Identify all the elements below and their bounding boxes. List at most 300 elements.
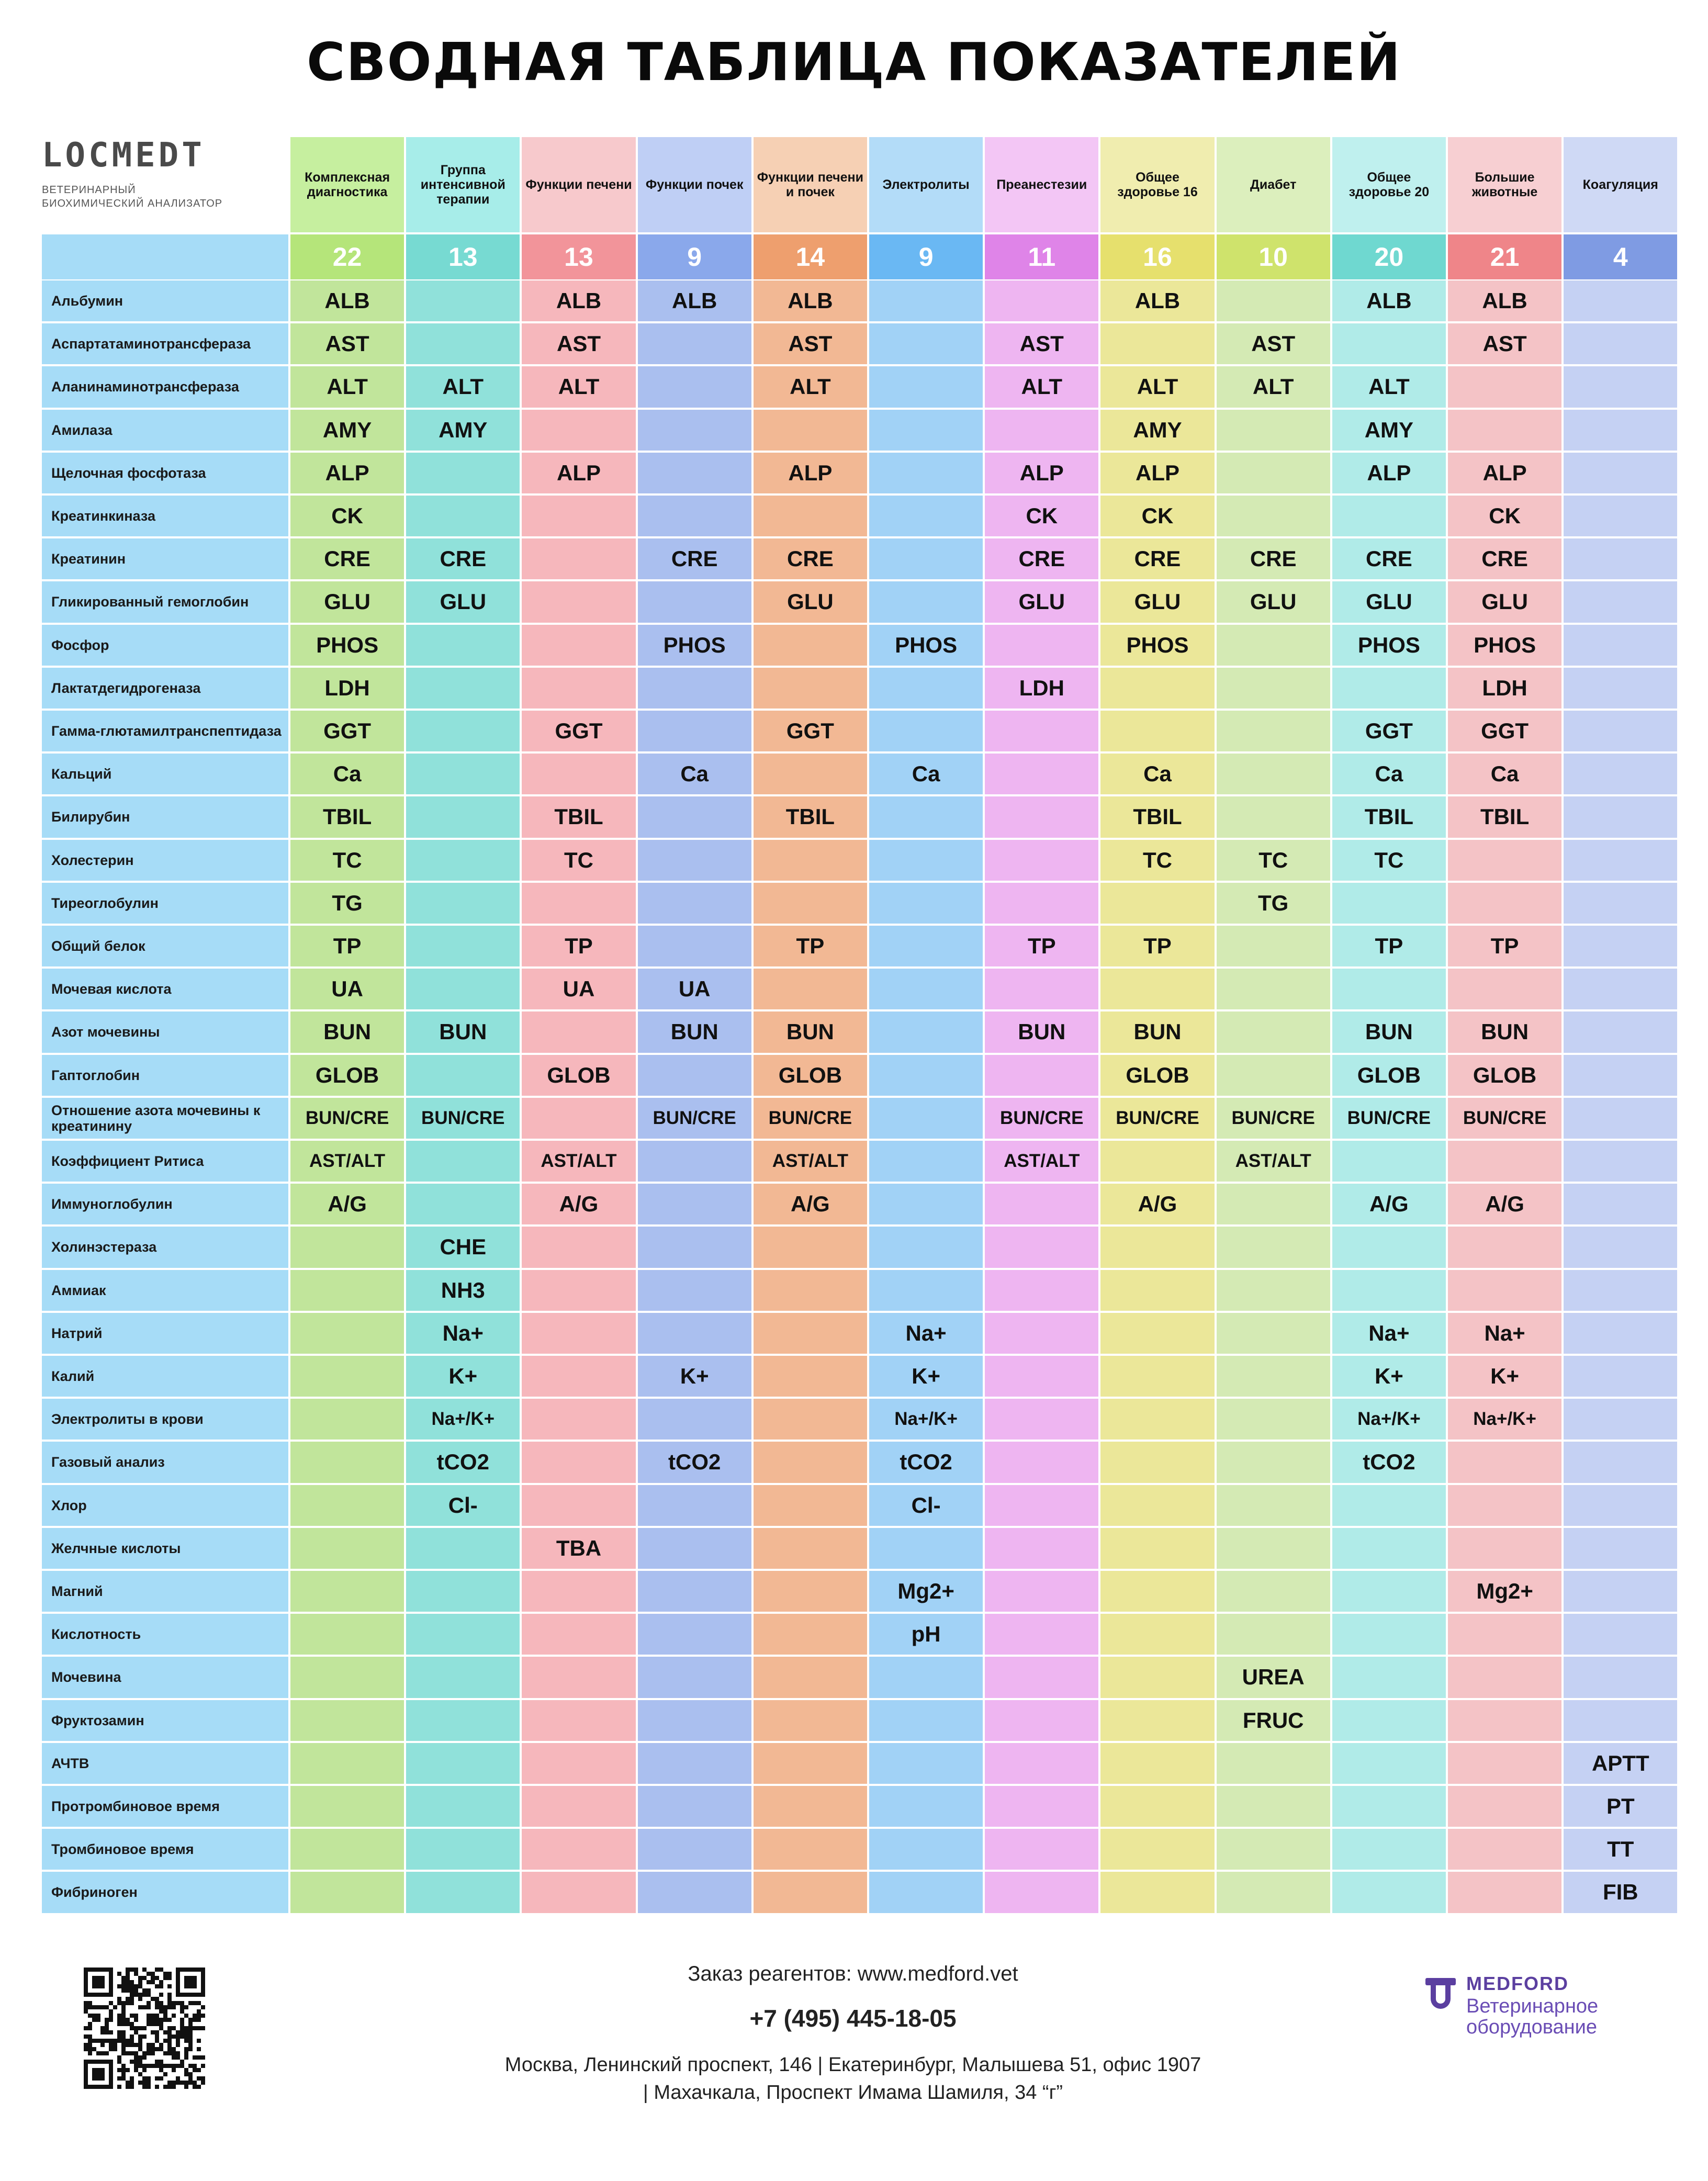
table-cell bbox=[1564, 1485, 1677, 1526]
table-cell: AMY bbox=[406, 410, 520, 451]
table-cell bbox=[406, 926, 520, 966]
logo-brand: LOCMEDT bbox=[42, 136, 205, 175]
row-label: Тиреоглобулин bbox=[42, 883, 288, 924]
table-cell bbox=[1100, 1485, 1214, 1526]
table-cell bbox=[1564, 754, 1677, 794]
table-cell bbox=[638, 581, 751, 622]
table-cell bbox=[1564, 496, 1677, 536]
row-label: Мочевая кислота bbox=[42, 969, 288, 1009]
table-cell bbox=[638, 796, 751, 837]
table-cell bbox=[1332, 1270, 1446, 1311]
order-reagents-text: Заказ реагентов: www.medford.vet bbox=[688, 1962, 1018, 1985]
table-cell: BUN bbox=[1332, 1011, 1446, 1052]
table-cell bbox=[1564, 1528, 1677, 1569]
table-cell bbox=[1100, 1270, 1214, 1311]
table-cell bbox=[869, 581, 983, 622]
table-cell: BUN bbox=[638, 1011, 751, 1052]
table-cell: TBIL bbox=[1100, 796, 1214, 837]
table-cell bbox=[1564, 1313, 1677, 1354]
table-cell: CRE bbox=[1332, 538, 1446, 579]
table-cell bbox=[638, 1743, 751, 1784]
table-cell: pH bbox=[869, 1614, 983, 1655]
column-header: Комплексная диагностика bbox=[290, 137, 404, 232]
table-cell: Na+ bbox=[406, 1313, 520, 1354]
table-cell bbox=[1564, 625, 1677, 666]
table-cell: CRE bbox=[290, 538, 404, 579]
table-cell bbox=[1332, 1872, 1446, 1913]
table-cell: ALB bbox=[638, 280, 751, 321]
table-cell bbox=[1100, 323, 1214, 364]
table-cell bbox=[754, 1657, 867, 1697]
table-cell: TP bbox=[290, 926, 404, 966]
table-cell: AST/ALT bbox=[985, 1141, 1098, 1182]
table-cell: A/G bbox=[1332, 1184, 1446, 1224]
table-cell bbox=[869, 1743, 983, 1784]
table-cell bbox=[290, 1700, 404, 1741]
row-label: Гликированный гемоглобин bbox=[42, 581, 288, 622]
table-cell: ALT bbox=[1100, 366, 1214, 407]
table-cell: GLOB bbox=[1448, 1055, 1561, 1096]
table-cell: TP bbox=[985, 926, 1098, 966]
table-cell bbox=[406, 1614, 520, 1655]
table-cell bbox=[1100, 1700, 1214, 1741]
row-label: Амилаза bbox=[42, 410, 288, 451]
table-cell: Na+ bbox=[1448, 1313, 1561, 1354]
table-cell bbox=[406, 1657, 520, 1697]
table-cell bbox=[522, 883, 635, 924]
table-cell: Na+/K+ bbox=[1332, 1399, 1446, 1440]
table-cell bbox=[406, 1184, 520, 1224]
column-count: 4 bbox=[1564, 234, 1677, 279]
table-cell: ALB bbox=[290, 280, 404, 321]
table-cell: BUN bbox=[1448, 1011, 1561, 1052]
table-cell bbox=[1564, 840, 1677, 881]
table-cell: UA bbox=[290, 969, 404, 1009]
table-cell bbox=[1217, 453, 1330, 493]
table-cell bbox=[869, 538, 983, 579]
table-cell bbox=[1564, 1614, 1677, 1655]
table-cell bbox=[1448, 1657, 1561, 1697]
row-label: Мочевина bbox=[42, 1657, 288, 1697]
table-cell: GLU bbox=[1100, 581, 1214, 622]
table-cell bbox=[1332, 969, 1446, 1009]
table-cell: TBIL bbox=[522, 796, 635, 837]
table-cell bbox=[638, 1614, 751, 1655]
table-cell bbox=[522, 1829, 635, 1870]
table-cell bbox=[1564, 1098, 1677, 1139]
table-cell: LDH bbox=[985, 668, 1098, 709]
table-cell bbox=[1217, 496, 1330, 536]
table-cell bbox=[522, 1872, 635, 1913]
table-cell: ALP bbox=[522, 453, 635, 493]
table-cell: Ca bbox=[638, 754, 751, 794]
table-cell bbox=[290, 1528, 404, 1569]
table-cell: ALB bbox=[754, 280, 867, 321]
table-cell bbox=[1100, 1614, 1214, 1655]
table-cell bbox=[522, 581, 635, 622]
table-cell bbox=[1217, 926, 1330, 966]
table-cell bbox=[869, 1786, 983, 1827]
column-count: 22 bbox=[290, 234, 404, 279]
column-count: 11 bbox=[985, 234, 1098, 279]
table-cell bbox=[1448, 883, 1561, 924]
table-cell bbox=[638, 410, 751, 451]
table-cell bbox=[1217, 1614, 1330, 1655]
table-cell bbox=[522, 1098, 635, 1139]
table-cell: ALT bbox=[985, 366, 1098, 407]
table-cell: Mg2+ bbox=[1448, 1571, 1561, 1612]
table-cell bbox=[1217, 1356, 1330, 1397]
table-cell: TC bbox=[1100, 840, 1214, 881]
table-cell bbox=[754, 883, 867, 924]
table-cell bbox=[985, 1872, 1098, 1913]
table-cell: GGT bbox=[1332, 711, 1446, 751]
table-cell: Na+/K+ bbox=[406, 1399, 520, 1440]
column-header: Диабет bbox=[1217, 137, 1330, 232]
table-cell bbox=[1564, 1184, 1677, 1224]
table-cell: TP bbox=[522, 926, 635, 966]
table-cell: ALB bbox=[1100, 280, 1214, 321]
table-cell bbox=[406, 1700, 520, 1741]
table-cell bbox=[406, 1055, 520, 1096]
table-cell: CK bbox=[290, 496, 404, 536]
row-label: Креатинин bbox=[42, 538, 288, 579]
phone-number: +7 (495) 445-18-05 bbox=[749, 2005, 957, 2032]
table-cell bbox=[985, 1184, 1098, 1224]
table-cell: K+ bbox=[1448, 1356, 1561, 1397]
table-cell: K+ bbox=[1332, 1356, 1446, 1397]
table-cell bbox=[406, 1743, 520, 1784]
table-cell: BUN/CRE bbox=[406, 1098, 520, 1139]
table-cell bbox=[1217, 1011, 1330, 1052]
table-cell bbox=[1217, 1055, 1330, 1096]
table-cell bbox=[1448, 1442, 1561, 1482]
table-cell bbox=[1100, 1442, 1214, 1482]
table-cell bbox=[522, 538, 635, 579]
table-cell bbox=[754, 1442, 867, 1482]
table-cell bbox=[985, 1571, 1098, 1612]
table-cell bbox=[1564, 1141, 1677, 1182]
table-cell bbox=[1217, 1829, 1330, 1870]
table-cell bbox=[1448, 1700, 1561, 1741]
table-cell bbox=[1564, 323, 1677, 364]
table-cell bbox=[754, 1270, 867, 1311]
table-cell bbox=[1564, 1227, 1677, 1267]
row-label: Иммуноглобулин bbox=[42, 1184, 288, 1224]
table-cell: PT bbox=[1564, 1786, 1677, 1827]
table-cell: Mg2+ bbox=[869, 1571, 983, 1612]
row-label: Холестерин bbox=[42, 840, 288, 881]
table-cell bbox=[1217, 796, 1330, 837]
table-cell: AMY bbox=[1100, 410, 1214, 451]
row-label: Кислотность bbox=[42, 1614, 288, 1655]
table-cell: ALT bbox=[1332, 366, 1446, 407]
row-label: Коэффициент Ритиса bbox=[42, 1141, 288, 1182]
table-cell bbox=[754, 1313, 867, 1354]
table-cell bbox=[290, 1743, 404, 1784]
table-cell: PHOS bbox=[1332, 625, 1446, 666]
table-cell: A/G bbox=[522, 1184, 635, 1224]
table-cell bbox=[406, 883, 520, 924]
column-count: 14 bbox=[754, 234, 867, 279]
row-label: Аммиак bbox=[42, 1270, 288, 1311]
table-cell bbox=[406, 1829, 520, 1870]
table-cell bbox=[290, 1829, 404, 1870]
table-cell: AST bbox=[985, 323, 1098, 364]
table-cell bbox=[985, 1442, 1098, 1482]
table-cell bbox=[1217, 625, 1330, 666]
column-header: Большие животные bbox=[1448, 137, 1561, 232]
table-cell bbox=[406, 496, 520, 536]
table-cell bbox=[1332, 1657, 1446, 1697]
table-cell bbox=[1448, 366, 1561, 407]
table-cell bbox=[869, 1098, 983, 1139]
table-cell: Na+/K+ bbox=[869, 1399, 983, 1440]
table-cell: GGT bbox=[754, 711, 867, 751]
table-cell bbox=[638, 1657, 751, 1697]
table-cell: AST bbox=[290, 323, 404, 364]
table-cell: BUN bbox=[1100, 1011, 1214, 1052]
count-row-label-cell bbox=[42, 234, 288, 279]
table-cell bbox=[1217, 1571, 1330, 1612]
row-label: Щелочная фосфотаза bbox=[42, 453, 288, 493]
table-cell bbox=[522, 1743, 635, 1784]
table-cell bbox=[1217, 1786, 1330, 1827]
table-cell bbox=[1217, 1528, 1330, 1569]
table-cell bbox=[1217, 668, 1330, 709]
table-cell bbox=[406, 668, 520, 709]
column-header: Электролиты bbox=[869, 137, 983, 232]
table-cell: ALT bbox=[522, 366, 635, 407]
table-cell bbox=[638, 711, 751, 751]
table-cell bbox=[869, 969, 983, 1009]
table-cell: AMY bbox=[290, 410, 404, 451]
table-cell: UREA bbox=[1217, 1657, 1330, 1697]
table-cell: TG bbox=[1217, 883, 1330, 924]
column-header: Общее здоровье 20 bbox=[1332, 137, 1446, 232]
table-cell bbox=[522, 410, 635, 451]
table-cell bbox=[1332, 1614, 1446, 1655]
table-cell: TBIL bbox=[290, 796, 404, 837]
table-cell bbox=[1217, 1872, 1330, 1913]
table-cell bbox=[869, 796, 983, 837]
table-cell bbox=[869, 926, 983, 966]
table-cell: GLOB bbox=[1100, 1055, 1214, 1096]
table-cell bbox=[406, 796, 520, 837]
table-cell bbox=[754, 1786, 867, 1827]
table-cell bbox=[869, 1227, 983, 1267]
table-cell: BUN/CRE bbox=[1217, 1098, 1330, 1139]
column-header: Преанестезии bbox=[985, 137, 1098, 232]
logo-subtitle-line1: ВЕТЕРИНАРНЫЙ bbox=[42, 184, 136, 196]
table-cell bbox=[869, 1829, 983, 1870]
table-cell bbox=[406, 754, 520, 794]
table-cell bbox=[985, 969, 1098, 1009]
table-cell: AST/ALT bbox=[522, 1141, 635, 1182]
table-cell: TBIL bbox=[1448, 796, 1561, 837]
address-line-1: Москва, Ленинский проспект, 146 | Екатеринбург, Малышева 51, офис 1907 bbox=[504, 2054, 1201, 2076]
column-count: 9 bbox=[869, 234, 983, 279]
table-cell bbox=[985, 1743, 1098, 1784]
table-cell bbox=[522, 1442, 635, 1482]
table-cell bbox=[290, 1442, 404, 1482]
table-cell bbox=[1564, 796, 1677, 837]
column-count: 10 bbox=[1217, 234, 1330, 279]
table-cell bbox=[985, 280, 1098, 321]
table-cell bbox=[1217, 1313, 1330, 1354]
medford-logo bbox=[1423, 1973, 1643, 2051]
table-cell bbox=[985, 1270, 1098, 1311]
table-cell bbox=[638, 1184, 751, 1224]
table-cell: K+ bbox=[869, 1356, 983, 1397]
table-cell bbox=[1332, 883, 1446, 924]
table-cell bbox=[290, 1485, 404, 1526]
table-cell: BUN/CRE bbox=[985, 1098, 1098, 1139]
table-cell: AST bbox=[522, 323, 635, 364]
row-label: Отношение азота мочевины к креатинину bbox=[42, 1098, 288, 1139]
table-cell bbox=[1100, 1829, 1214, 1870]
table-cell: A/G bbox=[1448, 1184, 1561, 1224]
column-count: 9 bbox=[638, 234, 751, 279]
table-cell: tCO2 bbox=[869, 1442, 983, 1482]
table-cell: GLU bbox=[290, 581, 404, 622]
table-cell bbox=[985, 1614, 1098, 1655]
column-count: 13 bbox=[406, 234, 520, 279]
table-cell bbox=[869, 366, 983, 407]
table-cell: Cl- bbox=[406, 1485, 520, 1526]
table-cell: A/G bbox=[754, 1184, 867, 1224]
table-cell: CHE bbox=[406, 1227, 520, 1267]
table-cell bbox=[290, 1270, 404, 1311]
table-cell bbox=[1564, 969, 1677, 1009]
table-cell bbox=[638, 1571, 751, 1612]
table-cell bbox=[985, 840, 1098, 881]
table-cell: CRE bbox=[638, 538, 751, 579]
table-cell bbox=[406, 625, 520, 666]
table-cell bbox=[1564, 1399, 1677, 1440]
table-cell bbox=[754, 668, 867, 709]
table-cell: A/G bbox=[290, 1184, 404, 1224]
table-cell bbox=[1448, 1141, 1561, 1182]
table-cell: BUN bbox=[406, 1011, 520, 1052]
table-cell bbox=[1100, 1528, 1214, 1569]
table-cell bbox=[522, 625, 635, 666]
table-cell: ALB bbox=[1448, 280, 1561, 321]
column-header: Функции печени и почек bbox=[754, 137, 867, 232]
table-cell bbox=[1564, 280, 1677, 321]
table-cell: GLOB bbox=[290, 1055, 404, 1096]
table-cell bbox=[638, 1270, 751, 1311]
table-cell bbox=[869, 1872, 983, 1913]
table-cell bbox=[1217, 1743, 1330, 1784]
table-cell bbox=[522, 1571, 635, 1612]
table-cell bbox=[522, 1700, 635, 1741]
table-cell: BUN/CRE bbox=[754, 1098, 867, 1139]
table-cell bbox=[638, 668, 751, 709]
table-cell bbox=[754, 410, 867, 451]
table-cell bbox=[1100, 969, 1214, 1009]
table-cell bbox=[406, 1786, 520, 1827]
table-cell: A/G bbox=[1100, 1184, 1214, 1224]
table-cell bbox=[522, 668, 635, 709]
table-cell bbox=[869, 1184, 983, 1224]
table-cell bbox=[290, 1614, 404, 1655]
table-cell: BUN/CRE bbox=[638, 1098, 751, 1139]
table-cell bbox=[522, 754, 635, 794]
table-cell: ALP bbox=[985, 453, 1098, 493]
row-label: Гамма-глютамилтранспептидаза bbox=[42, 711, 288, 751]
table-cell bbox=[869, 883, 983, 924]
table-cell bbox=[638, 1399, 751, 1440]
table-cell bbox=[869, 1055, 983, 1096]
row-label: Фруктозамин bbox=[42, 1700, 288, 1741]
column-count: 20 bbox=[1332, 234, 1446, 279]
table-cell: APTT bbox=[1564, 1743, 1677, 1784]
table-cell bbox=[522, 1270, 635, 1311]
table-cell: GGT bbox=[290, 711, 404, 751]
table-cell: UA bbox=[522, 969, 635, 1009]
table-cell: LDH bbox=[290, 668, 404, 709]
table-cell bbox=[406, 453, 520, 493]
table-cell: AMY bbox=[1332, 410, 1446, 451]
table-cell: ALT bbox=[1217, 366, 1330, 407]
table-cell bbox=[869, 668, 983, 709]
table-cell bbox=[522, 1786, 635, 1827]
table-cell bbox=[1332, 1743, 1446, 1784]
table-cell bbox=[1448, 1786, 1561, 1827]
table-cell bbox=[754, 754, 867, 794]
table-cell bbox=[1217, 711, 1330, 751]
qr-code-icon bbox=[84, 1968, 205, 2089]
table-cell: TC bbox=[1332, 840, 1446, 881]
column-count: 16 bbox=[1100, 234, 1214, 279]
table-cell bbox=[638, 1786, 751, 1827]
table-cell bbox=[1448, 1743, 1561, 1784]
table-cell bbox=[1564, 1657, 1677, 1697]
row-label: Протромбиновое время bbox=[42, 1786, 288, 1827]
table-cell: TBIL bbox=[754, 796, 867, 837]
address-line-2: | Махачкала, Проспект Имама Шамиля, 34 “г” bbox=[643, 2082, 1063, 2104]
table-cell bbox=[754, 1743, 867, 1784]
table-cell bbox=[1217, 754, 1330, 794]
table-cell: PHOS bbox=[1448, 625, 1561, 666]
table-cell bbox=[406, 280, 520, 321]
table-cell: CRE bbox=[1100, 538, 1214, 579]
table-cell bbox=[1448, 1485, 1561, 1526]
table-cell bbox=[754, 496, 867, 536]
table-cell bbox=[1564, 668, 1677, 709]
table-cell bbox=[1217, 1399, 1330, 1440]
table-cell bbox=[638, 453, 751, 493]
table-cell: TT bbox=[1564, 1829, 1677, 1870]
table-cell bbox=[985, 883, 1098, 924]
table-cell bbox=[406, 1141, 520, 1182]
table-cell: GLU bbox=[1448, 581, 1561, 622]
table-cell bbox=[1564, 1700, 1677, 1741]
row-label: Фосфор bbox=[42, 625, 288, 666]
table-cell bbox=[869, 840, 983, 881]
row-label: Магний bbox=[42, 1571, 288, 1612]
table-cell bbox=[1332, 1786, 1446, 1827]
row-label: Фибриноген bbox=[42, 1872, 288, 1913]
table-cell bbox=[406, 840, 520, 881]
table-cell bbox=[985, 625, 1098, 666]
column-header: Группа интенсивной терапии bbox=[406, 137, 520, 232]
table-cell: Ca bbox=[290, 754, 404, 794]
row-label: Электролиты в крови bbox=[42, 1399, 288, 1440]
table-cell bbox=[985, 1786, 1098, 1827]
table-cell: TP bbox=[1100, 926, 1214, 966]
